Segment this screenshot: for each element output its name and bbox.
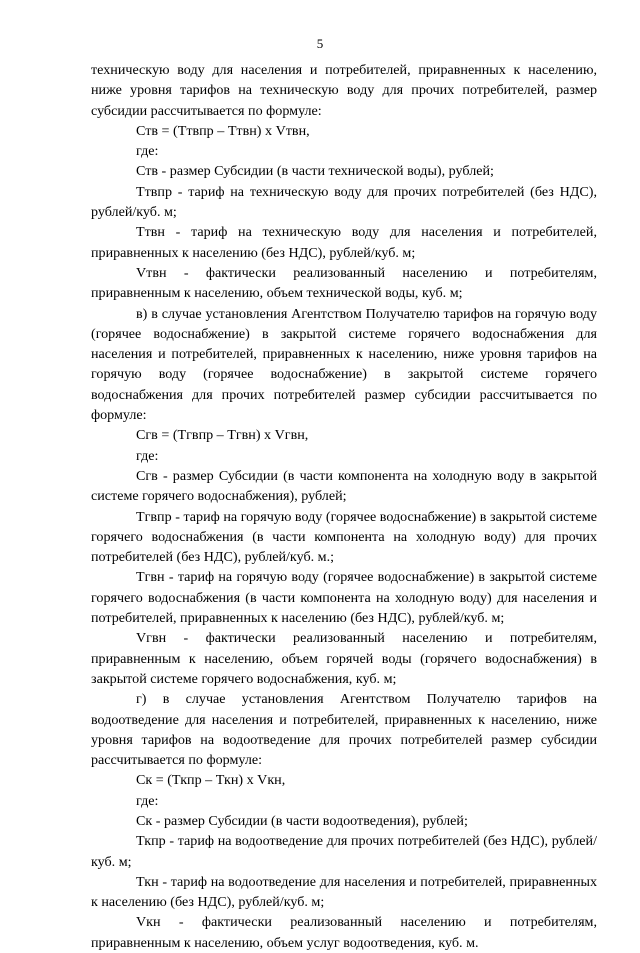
- paragraph: Тгвн - тариф на горячую воду (горячее водоснабжение) в закрытой системе горячего водоснабжения (в части компонента на холодную воду) для населения и потребителей, приравненных к населению (без НДС), рублей/куб. м;: [91, 569, 597, 627]
- formula: Ств = (Ттвпр – Ттвн) х Vтвн,: [136, 122, 310, 139]
- paragraph: Тгвпр - тариф на горячую воду (горячее водоснабжение) в закрытой системе горячего водоснабжения (в части компонента на холодную воду) для прочих потребителей (без НДС), рублей/куб. м.;: [91, 508, 597, 566]
- paragraph: Сгв - размер Субсидии (в части компонента на холодную воду в закрытой системе горячего водоснабжения), рублей;: [91, 467, 597, 505]
- paragraph: где:: [136, 792, 159, 809]
- paragraph: где:: [136, 143, 159, 160]
- paragraph: Ств - размер Субсидии (в части технической воды), рублей;: [136, 163, 494, 180]
- paragraph: Vкн - фактически реализованный населению и потребителям, приравненным к населению, объем услуг водоотведения, куб. м.: [91, 914, 597, 951]
- formula: Сгв = (Тгвпр – Тгвн) х Vгвн,: [136, 427, 309, 444]
- page-number: 5: [316, 36, 324, 51]
- document-body: [91, 60, 597, 953]
- paragraph: техническую воду для населения и потребителей, приравненных к населению, ниже уровня тарифов на техническую воду для прочих потребителей, размер субсидии рассчитывается по формуле:: [91, 62, 597, 119]
- paragraph: Vтвн - фактически реализованный населению и потребителям, приравненным к населению, объем технической воды, куб. м;: [91, 264, 597, 302]
- paragraph: где:: [136, 447, 159, 464]
- paragraph: Ск - размер Субсидии (в части водоотведения), рублей;: [136, 812, 468, 829]
- formula: Ск = (Ткпр – Ткн) х Vкн,: [136, 772, 286, 789]
- paragraph: в) в случае установления Агентством Получателю тарифов на горячую воду (горячее водоснабжение) в закрытой системе горячего водоснабжения для населения и потребителей, приравненных к населению, ниже уровня тарифов на горячую воду (горячее водоснабжение) в закрытой системе горячего водоснабжения для прочих потребителей размер субсидии рассчитывается по формуле:: [91, 305, 597, 424]
- paragraph: г) в случае установления Агентством Получателю тарифов на водоотведение для населения и потребителей, приравненных к населению, ниже уровня тарифов на водоотведение для прочих потребителей размер субсидии рассчитывается по формуле:: [91, 691, 597, 769]
- paragraph: Ттвн - тариф на техническую воду для населения и потребителей, приравненных к населению (без НДС), рублей/куб. м;: [91, 224, 597, 261]
- paragraph: Ттвпр - тариф на техническую воду для прочих потребителей (без НДС), рублей/куб. м;: [91, 183, 597, 221]
- paragraph: Ткпр - тариф на водоотведение для прочих потребителей (без НДС), рублей/куб. м;: [91, 833, 597, 870]
- paragraph: Ткн - тариф на водоотведение для населения и потребителей, приравненных к населению (без НДС), рублей/куб. м;: [91, 873, 597, 911]
- paragraph: Vгвн - фактически реализованный населению и потребителям, приравненным к населению, объем горячей воды (горячего водоснабжения) в закрытой системе горячего водоснабжения, куб. м;: [91, 630, 597, 687]
